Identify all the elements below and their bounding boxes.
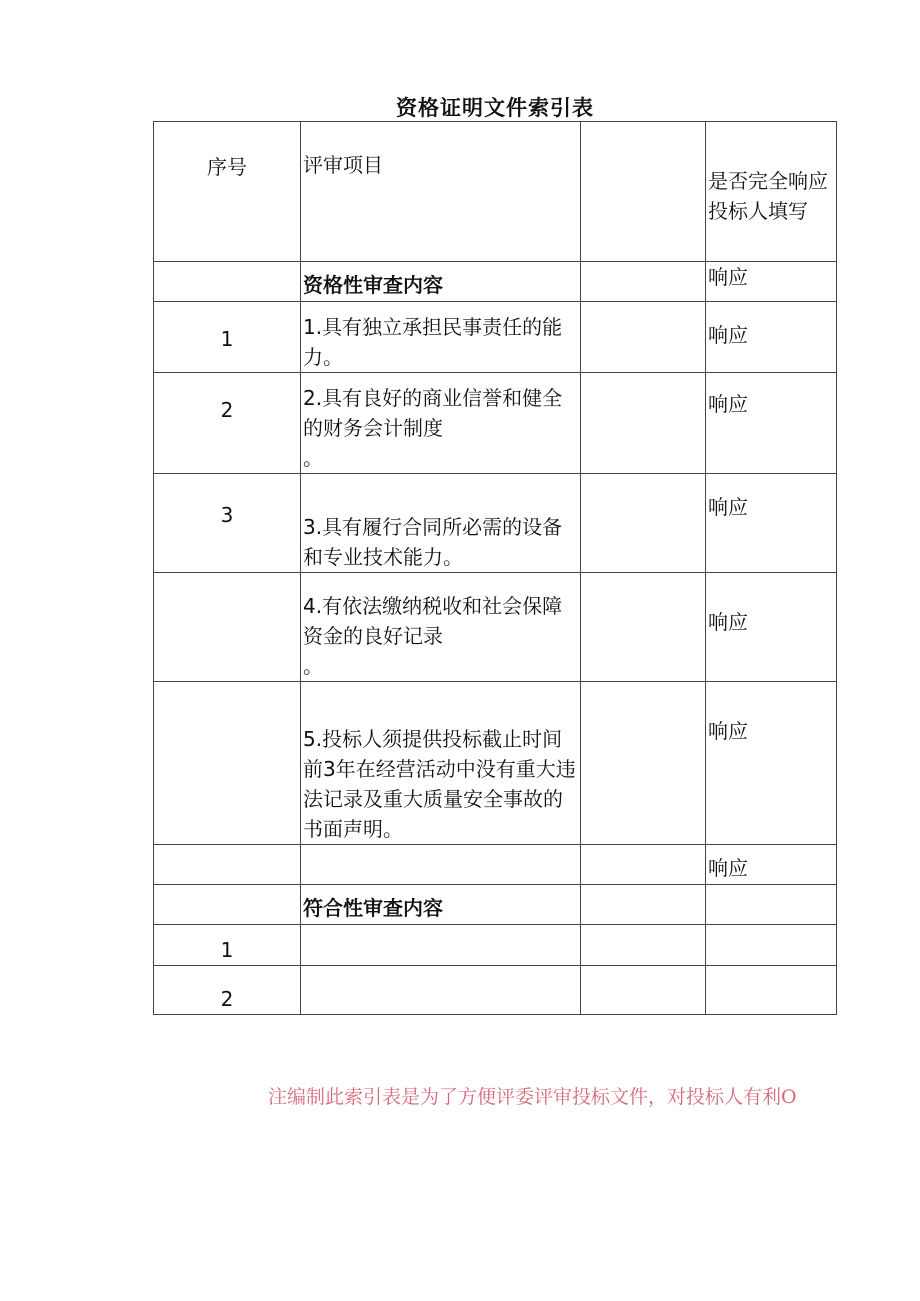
row-blank [581, 845, 706, 885]
index-table [153, 121, 837, 1015]
row-blank [581, 925, 706, 966]
table-row [154, 474, 837, 573]
row-seq: 2 [154, 966, 301, 1015]
row-seq: 1 [154, 302, 301, 373]
header-response [706, 122, 837, 262]
row-response: 响应 [706, 373, 837, 474]
table-row [154, 262, 837, 302]
row-item: 5.投标人须提供投标截止时间前3年在经营活动中没有重大违法记录及重大质量安全事故的书面声明。 [301, 682, 581, 845]
row-item [301, 925, 581, 966]
header-response-label: 是否完全响应 [708, 169, 828, 193]
header-response-note: 投标人填写 [708, 199, 808, 223]
row-seq: 2 [154, 373, 301, 474]
row-item: 2.具有良好的商业信誉和健全的财务会计制度 。 [301, 373, 581, 474]
row-response: 响应 [706, 845, 837, 885]
row-seq: 3 [154, 474, 301, 573]
row-blank [581, 573, 706, 682]
row-seq [154, 885, 301, 925]
row-response: 响应 [706, 573, 837, 682]
row-item: 3.具有履行合同所必需的设备和专业技术能力。 [301, 474, 581, 573]
table-row [154, 925, 837, 966]
row-item [301, 966, 581, 1015]
row-item: 4.有依法缴纳税收和社会保障资金的良好记录 。 [301, 573, 581, 682]
row-blank [581, 262, 706, 302]
table-row [154, 302, 837, 373]
footnote: 注编制此索引表是为了方便评委评审投标文件，对投标人有利O [268, 1086, 797, 1108]
row-seq: 1 [154, 925, 301, 966]
row-response: 响应 [706, 474, 837, 573]
row-response: 响应 [706, 302, 837, 373]
table-row [154, 682, 837, 845]
row-response [706, 925, 837, 966]
row-item: 1.具有独立承担民事责任的能力。 [301, 302, 581, 373]
header-item: 评审项目 [301, 122, 581, 262]
section-heading-conformity: 符合性审查内容 [301, 885, 581, 925]
row-blank [581, 302, 706, 373]
row-seq [154, 262, 301, 302]
page-title: 资格证明文件索引表 [396, 96, 594, 120]
header-blank [581, 122, 706, 262]
row-blank [581, 966, 706, 1015]
row-response: 响应 [706, 262, 837, 302]
row-seq [154, 682, 301, 845]
header-seq: 序号 [154, 122, 301, 262]
row-response [706, 966, 837, 1015]
table-row [154, 966, 837, 1015]
row-blank [581, 474, 706, 573]
table-row [154, 885, 837, 925]
row-blank [581, 373, 706, 474]
row-blank [581, 885, 706, 925]
section-heading-qualification: 资格性审查内容 [301, 262, 581, 302]
table-header-row [154, 122, 837, 262]
table-row [154, 373, 837, 474]
row-item [301, 845, 581, 885]
row-response: 响应 [706, 682, 837, 845]
row-response [706, 885, 837, 925]
row-blank [581, 682, 706, 845]
table-row [154, 573, 837, 682]
row-seq [154, 573, 301, 682]
table-row [154, 845, 837, 885]
row-seq [154, 845, 301, 885]
